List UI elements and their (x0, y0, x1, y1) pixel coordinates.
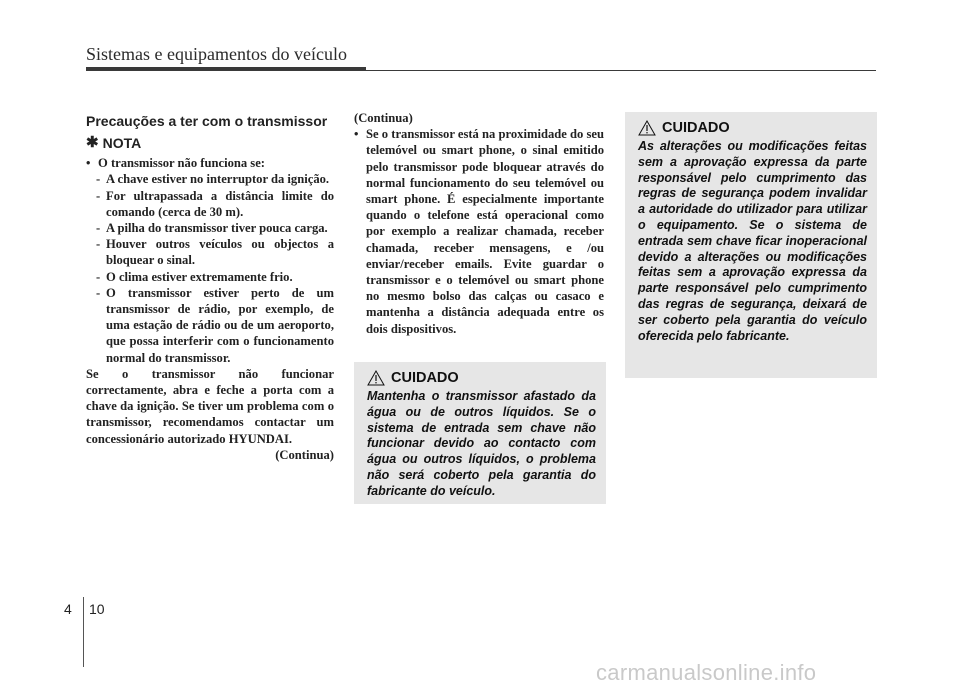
continua-label: (Continua) (354, 111, 413, 125)
bullet-marker: • (86, 156, 91, 171)
nota-label-row (86, 135, 334, 151)
list-item: • Se o transmissor está na proximidade do seu telemóvel ou smart phone, o sinal emitido pelo transmissor pode bloquear através do normal funcionamento do seu telemóvel ou smart phone. É especialmente importante quando o telefone está operacional como por exemplo a realizar chamada, receber chamada, receber mensagens, e /ou enviar/receber emails. Evite guardar o transmissor e o telemóvel ou smart phone no mesmo bolso das calças ou casaco e mantenha a distância adequada entre os dois dispositivos. (354, 127, 604, 336)
warning-triangle-icon (638, 120, 656, 136)
sparkle-cross-icon: ✱ (86, 134, 99, 151)
caution-title: CUIDADO (391, 370, 459, 386)
caution-box-modifications (625, 112, 877, 378)
header-rule (86, 70, 876, 71)
list-item: - Houver outros veículos ou objectos a bloquear o sinal. (96, 237, 334, 268)
body-paragraph: Se o transmissor não funcionar correctamente, abra e feche a porta com a chave da ignição. Se tiver um problema com o transmissor, recomendamos contactar um concessionário autorizado HYUNDAI. (86, 366, 334, 446)
warning-triangle-icon (367, 370, 385, 386)
list-item: • O transmissor não funciona se: (86, 156, 265, 171)
caution-text: As alterações ou modificações feitas sem a aprovação expressa da parte responsável pelo cumprimento das regras de segurança podem invalidar a autoridade do utilizador para utilizar o equipamento. Se o sistema de entrada sem chave ficar inoperacional devido a alterações ou modificações feitas sem a aprovação expressa da parte responsável pelo cumprimento das regras de segurança, deixará de ser coberto pela garantia do veículo oferecida pelo fabricante. (638, 139, 867, 343)
chapter-number: 4 (64, 601, 72, 617)
caution-box-water (354, 362, 606, 504)
caution-text: Mantenha o transmissor afastado da água ou de outros líquidos. Se o sistema de entrada sem chave não funcionar devido ao contacto com água ou outros líquidos, o problema não será coberto pela garantia do fabricante do veículo. (367, 389, 596, 498)
list-item: - O clima estiver extremamente frio. (96, 269, 293, 284)
left-column (86, 110, 334, 463)
middle-column (354, 110, 604, 337)
header-title: Sistemas e equipamentos do veículo (86, 44, 347, 64)
list-item: - O transmissor estiver perto de um transmissor de rádio, por exemplo, de uma estação de rádio ou de um aeroporto, que possa interferir com o funcionamento normal do transmissor. (96, 285, 334, 365)
nota-label: NOTA (102, 135, 142, 151)
caution-title: CUIDADO (662, 120, 730, 136)
watermark: carmanualsonline.info (596, 660, 817, 685)
section-heading: Precauções a ter com o transmissor (86, 113, 328, 129)
bullet-marker: • (354, 127, 359, 142)
page-number: 10 (89, 601, 105, 617)
continua-label: (Continua) (275, 447, 334, 462)
list-item: - For ultrapassada a distância limite do comando (cerca de 30 m). (96, 188, 334, 219)
list-item: - A pilha do transmissor tiver pouca carga. (96, 221, 328, 236)
list-item: - A chave estiver no interruptor da ignição. (96, 172, 330, 187)
footer-divider (83, 597, 84, 667)
